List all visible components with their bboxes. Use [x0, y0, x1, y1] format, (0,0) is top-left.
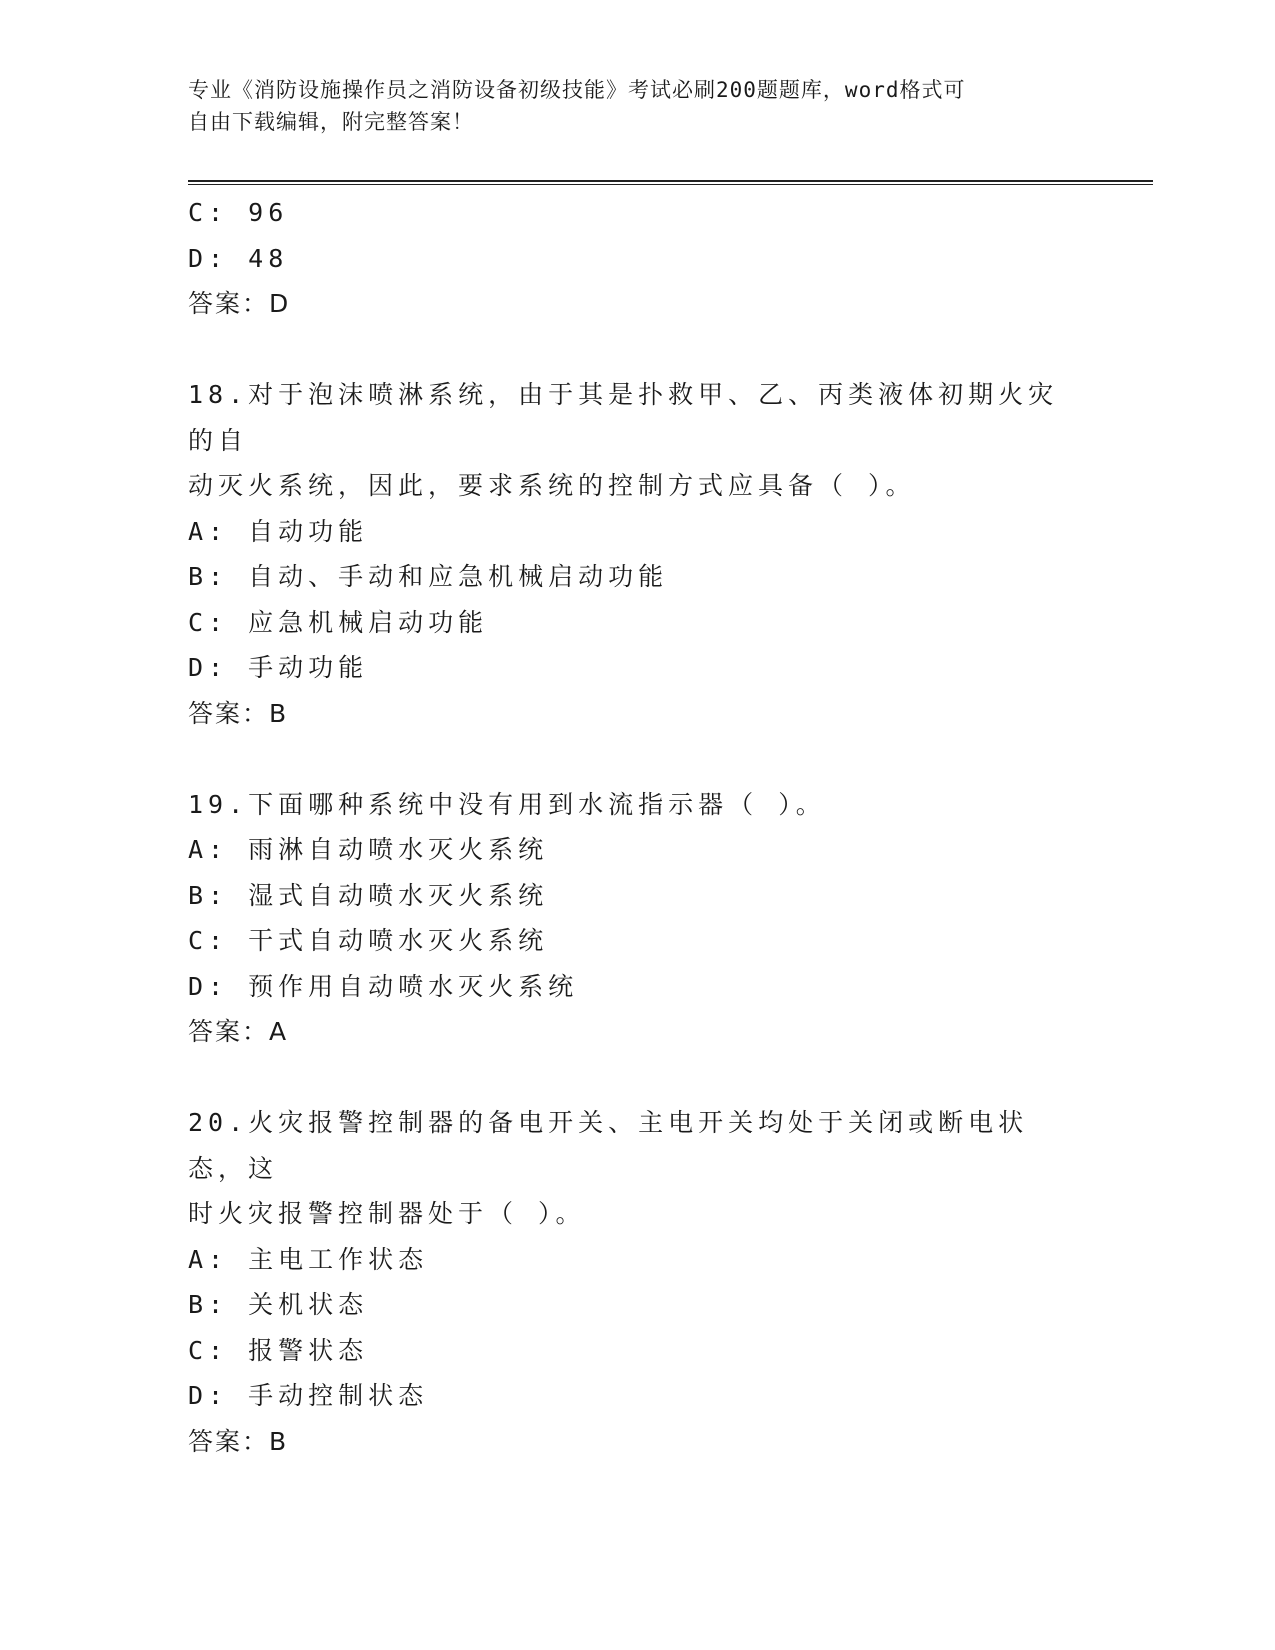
- spacer: [188, 1055, 1088, 1101]
- option-a: A: 自动功能: [188, 516, 369, 546]
- question-17-tail: [188, 190, 1088, 327]
- question-stem-line: 18.对于泡沫喷淋系统，由于其是扑救甲、乙、丙类液体初期火灾的自: [188, 380, 1059, 455]
- answer-line: 答案：B: [188, 698, 289, 728]
- answer-line: 答案：B: [188, 1426, 289, 1456]
- option-d: D: 手动功能: [188, 653, 369, 682]
- question-list: [188, 190, 1088, 1464]
- page-header: [188, 74, 1088, 138]
- option-c: C: 报警状态: [188, 1335, 369, 1365]
- option-b: B: 关机状态: [188, 1290, 369, 1319]
- header-line-2: 自由下载编辑，附完整答案！: [188, 110, 474, 134]
- option-c: C: 应急机械启动功能: [188, 607, 489, 637]
- option-c: C: 干式自动喷水灭火系统: [188, 926, 549, 955]
- answer-line: 答案：D: [188, 289, 291, 318]
- answer-line: 答案：A: [188, 1017, 289, 1046]
- option-a: A: 雨淋自动喷水灭火系统: [188, 835, 549, 864]
- option-b: B: 自动、手动和应急机械启动功能: [188, 562, 669, 591]
- header-divider-thin: [188, 184, 1153, 185]
- option-b: B: 湿式自动喷水灭火系统: [188, 880, 549, 910]
- question-20: [188, 1100, 1088, 1464]
- question-19: [188, 782, 1088, 1055]
- header-line-1: 专业《消防设施操作员之消防设备初级技能》考试必刷200题题库，word格式可: [188, 78, 966, 102]
- spacer: [188, 736, 1088, 782]
- question-stem-line: 19.下面哪种系统中没有用到水流指示器（ ）。: [188, 789, 826, 819]
- question-18: [188, 372, 1088, 736]
- question-stem-line: 20.火灾报警控制器的备电开关、主电开关均处于关闭或断电状态，这: [188, 1108, 1029, 1183]
- option-c: C: 96: [188, 198, 289, 227]
- option-d: D: 预作用自动喷水灭火系统: [188, 971, 579, 1001]
- option-a: A: 主电工作状态: [188, 1244, 429, 1274]
- spacer: [188, 327, 1088, 373]
- question-stem-line: 动灭火系统，因此，要求系统的控制方式应具备（ ）。: [188, 471, 916, 500]
- question-stem-line: 时火灾报警控制器处于（ ）。: [188, 1199, 586, 1228]
- header-divider-thick: [188, 180, 1153, 182]
- option-d: D: 手动控制状态: [188, 1381, 429, 1410]
- option-d: D: 48: [188, 243, 289, 273]
